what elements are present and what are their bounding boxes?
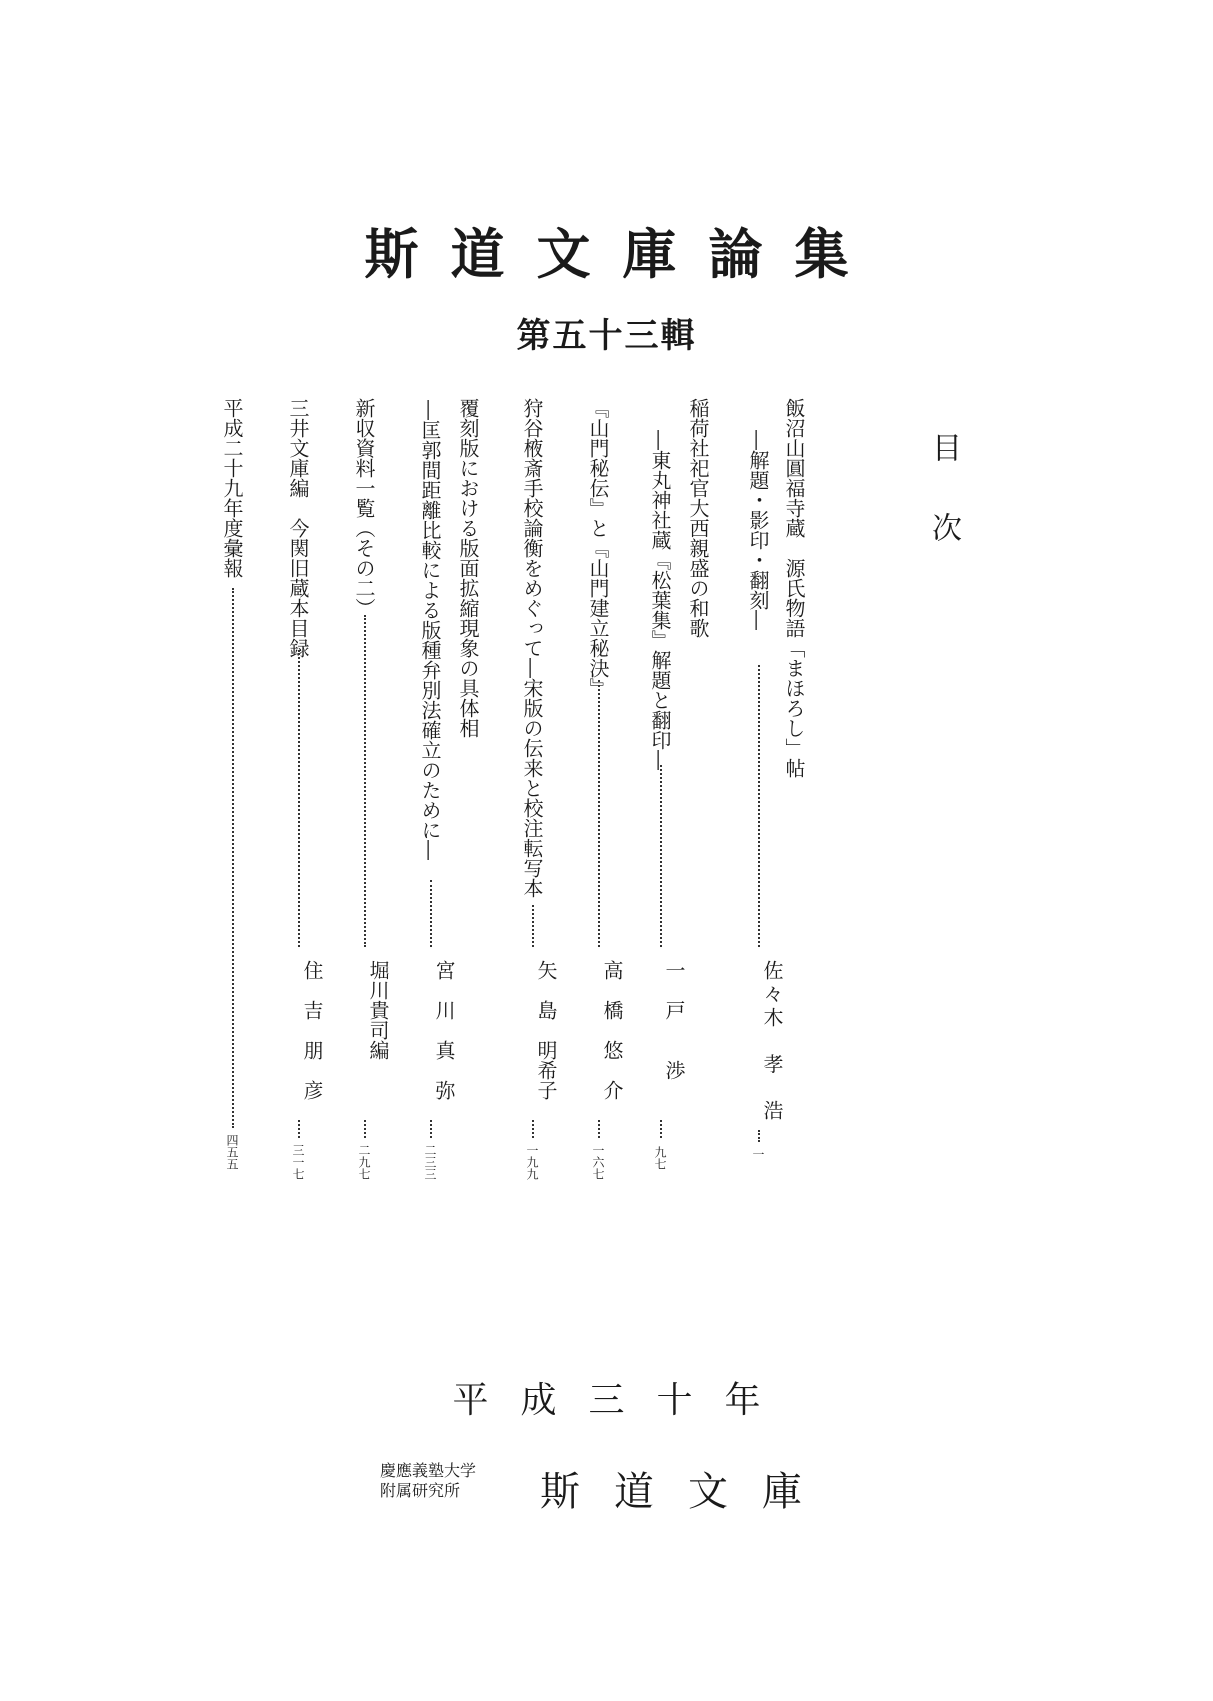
institution-line-1: 慶應義塾大学 <box>380 1461 477 1480</box>
entry-subtitle: ―東丸神社蔵『松葉集』解題と翻印― <box>648 430 672 770</box>
entry-author: 一 戸 渉 <box>662 960 686 1080</box>
entry-subtitle: ―匡郭間距離比較による版種弁別法確立のために― <box>418 400 442 860</box>
dot-leader <box>430 1120 432 1138</box>
entry-page: 三一七 <box>291 1144 305 1180</box>
dot-leader <box>430 880 432 947</box>
dot-leader <box>298 1120 300 1138</box>
entry-author: 高 橋 悠 介 <box>600 960 624 1100</box>
dot-leader <box>598 1120 600 1138</box>
entry-page: 一 <box>751 1148 765 1160</box>
entry-author: 住 吉 朋 彦 <box>300 960 324 1100</box>
entry-title: 飯沼山圓福寺蔵 源氏物語「まほろし」帖 <box>782 398 806 778</box>
entry-author: 佐々木 孝 浩 <box>760 960 784 1120</box>
dot-leader <box>532 905 534 947</box>
toc-heading: 目次 <box>926 432 961 592</box>
dot-leader <box>660 765 662 947</box>
entry-author: 矢 島 明希子 <box>534 960 558 1100</box>
entry-title: 狩谷棭斎手校論衡をめぐって―宋版の伝来と校注転写本 <box>520 398 544 898</box>
entry-page: 二三三 <box>423 1144 437 1180</box>
entry-title: 平成二十九年度彙報 <box>220 398 244 578</box>
dot-leader <box>758 665 760 947</box>
dot-leader <box>598 680 600 947</box>
entry-page: 一六七 <box>591 1144 605 1180</box>
book-title: 斯道文庫論集 <box>364 223 881 286</box>
volume-number: 第五十三輯 <box>516 316 697 356</box>
entry-title: 三井文庫編 今関旧蔵本目録 <box>286 398 310 658</box>
publisher-name: 斯道文庫 <box>540 1469 836 1515</box>
entry-author: 宮 川 真 弥 <box>432 960 456 1100</box>
dot-leader <box>298 650 300 947</box>
dot-leader <box>364 615 366 947</box>
publisher-block <box>370 1458 890 1518</box>
dot-leader <box>660 1120 662 1138</box>
entry-page: 二九七 <box>357 1144 371 1180</box>
entry-page: 一九九 <box>525 1144 539 1180</box>
entry-author: 堀川貴司編 <box>366 960 390 1060</box>
publication-year: 平成三十年 <box>452 1380 793 1421</box>
entry-page: 四五五 <box>225 1134 239 1170</box>
entry-title: 覆刻版における版面拡縮現象の具体相 <box>456 398 480 738</box>
entry-page: 九七 <box>653 1146 667 1170</box>
dot-leader <box>758 1130 760 1142</box>
entry-title: 新収資料一覧（その二） <box>352 398 376 618</box>
dot-leader <box>364 1120 366 1138</box>
entry-subtitle: ―解題・影印・翻刻― <box>746 430 770 630</box>
institution-line-2: 附属研究所 <box>380 1481 461 1500</box>
dot-leader <box>232 588 234 1128</box>
entry-title: 稲荷社祀官大西親盛の和歌 <box>686 398 710 638</box>
entry-title: 『山門秘伝』と『山門建立秘決』 <box>586 398 610 698</box>
dot-leader <box>532 1120 534 1138</box>
